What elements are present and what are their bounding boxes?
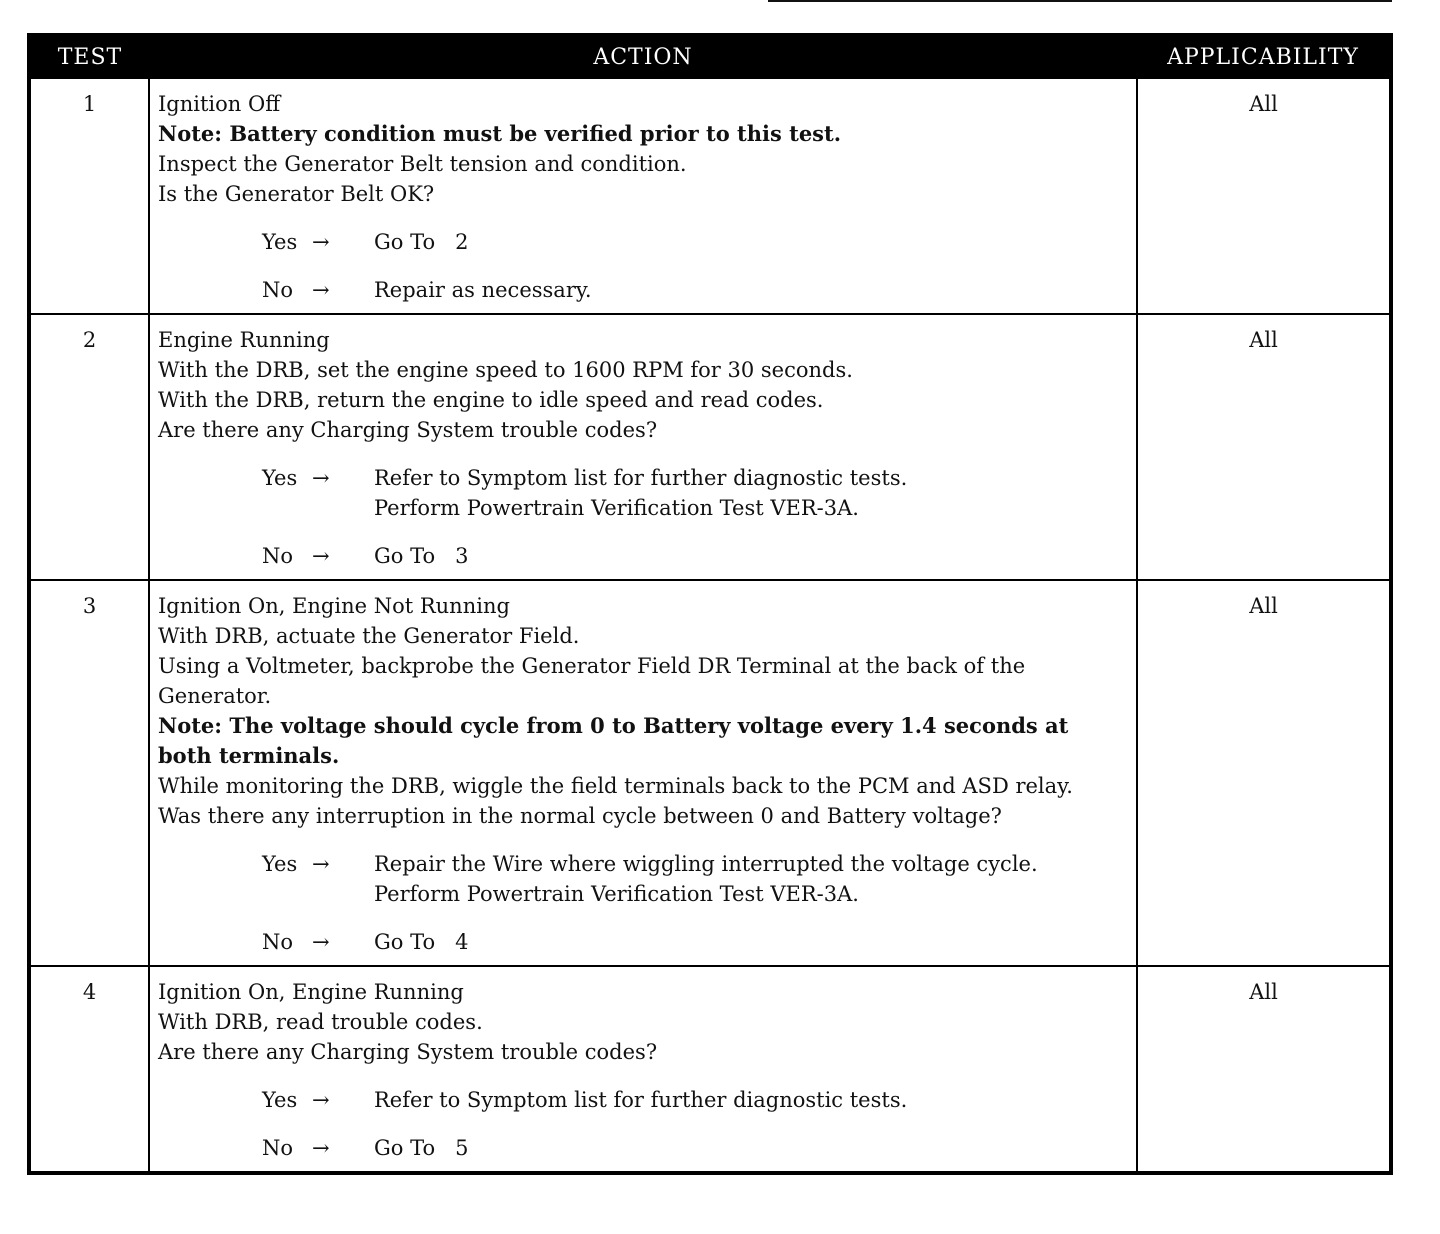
- response-row: [262, 463, 1128, 523]
- arrow-icon: →: [312, 1136, 330, 1160]
- test-applicability: All: [1137, 78, 1391, 314]
- diagnostic-table: [27, 33, 1393, 1175]
- response-block: [262, 227, 1128, 305]
- action-line: Are there any Charging System trouble codes?: [158, 418, 658, 442]
- top-rule: [768, 0, 1392, 2]
- response-label: Yes: [262, 1088, 298, 1112]
- test-applicability: All: [1137, 966, 1391, 1173]
- action-line: With DRB, actuate the Generator Field.: [158, 624, 580, 648]
- response-label: No: [262, 930, 294, 954]
- response-line: Go To 5: [374, 1136, 469, 1160]
- response-label: Yes: [262, 466, 298, 490]
- action-line: With DRB, read trouble codes.: [158, 1010, 483, 1034]
- action-line: Ignition Off: [158, 92, 281, 116]
- response-line: Repair the Wire where wiggling interrupted the voltage cycle.: [374, 852, 1038, 876]
- response-row: [262, 275, 1128, 305]
- test-row: [29, 580, 1391, 966]
- arrow-icon: →: [312, 1088, 330, 1112]
- test-action: [149, 78, 1137, 314]
- response-row: [262, 1133, 1128, 1163]
- response-line: Refer to Symptom list for further diagnostic tests.: [374, 466, 908, 490]
- response-row: [262, 849, 1128, 909]
- response-label: No: [262, 278, 294, 302]
- response-block: [262, 849, 1128, 957]
- table-header-row: [29, 35, 1391, 78]
- response-label: Yes: [262, 852, 298, 876]
- test-number: 3: [29, 580, 149, 966]
- test-row: [29, 78, 1391, 314]
- response-block: [262, 463, 1128, 571]
- action-line: Ignition On, Engine Not Running: [158, 594, 510, 618]
- response-text: [374, 849, 1128, 909]
- response-text: [374, 927, 1128, 957]
- test-number: 1: [29, 78, 149, 314]
- action-line: Inspect the Generator Belt tension and condition.: [158, 152, 687, 176]
- arrow-icon: →: [312, 466, 330, 490]
- test-row: [29, 966, 1391, 1173]
- response-line: Refer to Symptom list for further diagnostic tests.: [374, 1088, 908, 1112]
- test-applicability: All: [1137, 580, 1391, 966]
- response-row: [262, 1085, 1128, 1115]
- test-action: [149, 966, 1137, 1173]
- action-line: Is the Generator Belt OK?: [158, 182, 435, 206]
- test-number: 4: [29, 966, 149, 1173]
- header-action: ACTION: [149, 35, 1137, 78]
- response-line: Perform Powertrain Verification Test VER-3A.: [374, 496, 859, 520]
- response-row: [262, 927, 1128, 957]
- action-note: Note: The voltage should cycle from 0 to Battery voltage every 1.4 seconds at both terminals.: [158, 713, 1069, 768]
- response-text: [374, 1085, 1128, 1115]
- action-line: Are there any Charging System trouble codes?: [158, 1040, 658, 1064]
- test-row: [29, 314, 1391, 580]
- response-text: [374, 463, 1128, 523]
- arrow-icon: →: [312, 930, 330, 954]
- response-text: [374, 227, 1128, 257]
- response-line: Go To 2: [374, 230, 469, 254]
- response-line: Perform Powertrain Verification Test VER-3A.: [374, 882, 859, 906]
- action-note: Note: Battery condition must be verified prior to this test.: [158, 121, 842, 146]
- action-line: With the DRB, set the engine speed to 1600 RPM for 30 seconds.: [158, 358, 853, 382]
- test-action: [149, 580, 1137, 966]
- response-text: [374, 275, 1128, 305]
- action-line: Was there any interruption in the normal cycle between 0 and Battery voltage?: [158, 804, 1002, 828]
- arrow-icon: →: [312, 278, 330, 302]
- response-line: Repair as necessary.: [374, 278, 592, 302]
- action-line: Engine Running: [158, 328, 330, 352]
- header-applicability: APPLICABILITY: [1137, 35, 1391, 78]
- arrow-icon: →: [312, 230, 330, 254]
- header-test: TEST: [29, 35, 149, 78]
- response-block: [262, 1085, 1128, 1163]
- test-action: [149, 314, 1137, 580]
- response-label: No: [262, 1136, 294, 1160]
- response-label: No: [262, 544, 294, 568]
- action-line: Using a Voltmeter, backprobe the Generator Field DR Terminal at the back of the Generator.: [158, 654, 1026, 708]
- test-applicability: All: [1137, 314, 1391, 580]
- action-line: While monitoring the DRB, wiggle the field terminals back to the PCM and ASD relay.: [158, 774, 1073, 798]
- response-line: Go To 4: [374, 930, 469, 954]
- action-line: With the DRB, return the engine to idle speed and read codes.: [158, 388, 824, 412]
- response-text: [374, 541, 1128, 571]
- test-number: 2: [29, 314, 149, 580]
- response-row: [262, 227, 1128, 257]
- response-text: [374, 1133, 1128, 1163]
- arrow-icon: →: [312, 852, 330, 876]
- response-row: [262, 541, 1128, 571]
- action-line: Ignition On, Engine Running: [158, 980, 464, 1004]
- response-line: Go To 3: [374, 544, 469, 568]
- response-label: Yes: [262, 230, 298, 254]
- arrow-icon: →: [312, 544, 330, 568]
